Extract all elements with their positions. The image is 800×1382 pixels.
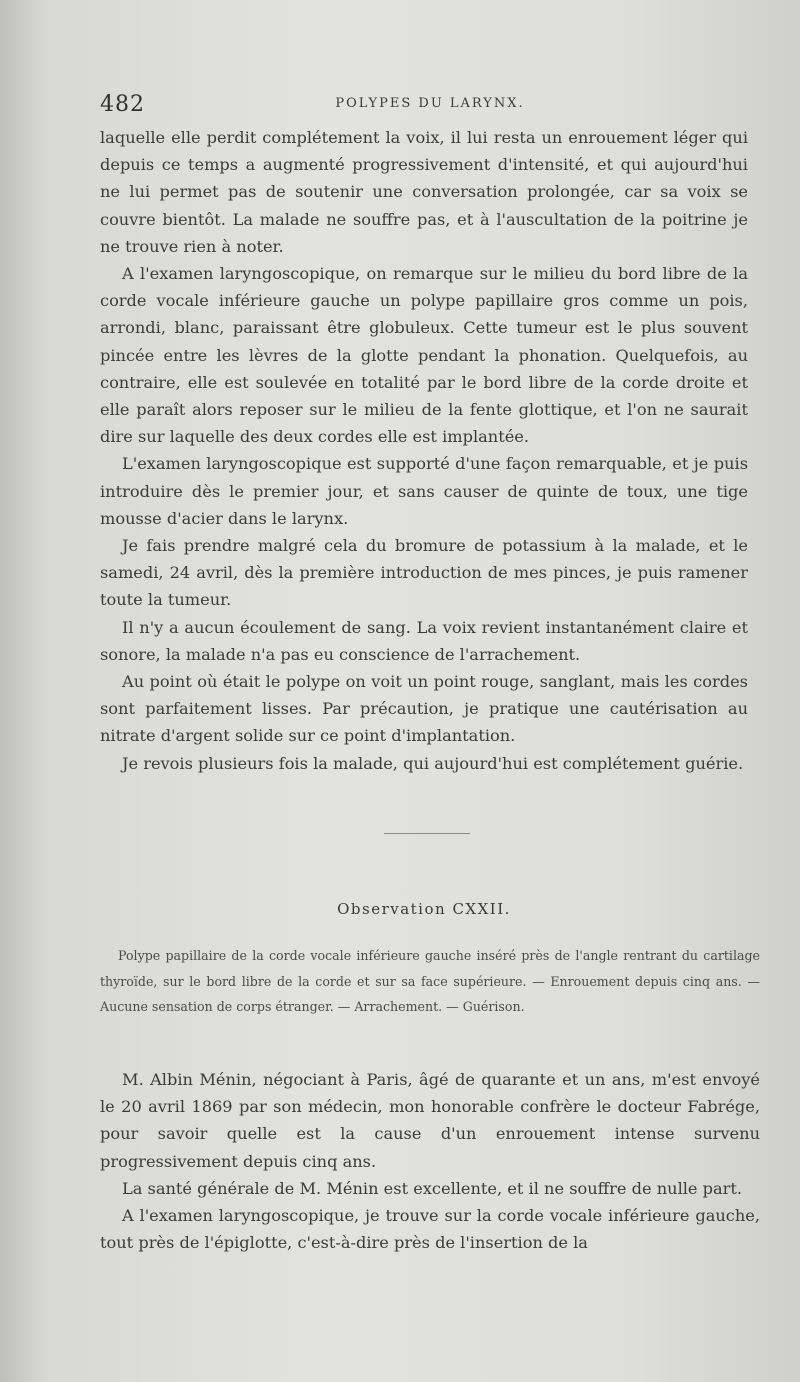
- paragraph: laquelle elle perdit complétement la voix, il lui resta un enrouement léger qui depuis ce temps a augmenté progressivement d'intensité, et qui aujourd'hui ne lui permet pas de soutenir une conversation prolongée, car sa voix se couvre bientôt. La malade ne souffre pas, et à l'auscultation de la poitrine je ne trouve rien à noter.: [100, 128, 748, 256]
- running-title: POLYPES DU LARYNX.: [335, 96, 525, 111]
- paragraph: A l'examen laryngoscopique, je trouve sur la corde vocale inférieure gauche, tout près de l'épiglotte, c'est-à-dire près de l'insertion de la: [100, 1206, 760, 1253]
- paragraph: Au point où était le polype on voit un point rouge, sanglant, mais les cordes sont parfaitement lisses. Par précaution, je pratique une cautérisation au nitrate d'argent solide sur ce point d'implantation.: [100, 672, 748, 746]
- section-divider: [384, 833, 470, 834]
- observation-summary: [100, 943, 760, 1020]
- summary-text: Polype papillaire de la corde vocale inférieure gauche inséré près de l'angle rentrant du cartilage thyroïde, sur le bord libre de la corde et sur sa face supérieure. — Enrouement depuis cinq ans. — Aucune sensation de corps étranger. — Arrachement. — Guérison.: [100, 948, 760, 1014]
- paragraph: L'examen laryngoscopique est supporté d'une façon remarquable, et je puis introduire dès le premier jour, et sans causer de quinte de toux, une tige mousse d'acier dans le larynx.: [100, 454, 748, 528]
- paragraph: Il n'y a aucun écoulement de sang. La voix revient instantanément claire et sonore, la malade n'a pas eu conscience de l'arrachement.: [100, 617, 748, 664]
- paragraph: M. Albin Ménin, négociant à Paris, âgé de quarante et un ans, m'est envoyé le 20 avril 1869 par son médecin, mon honorable confrère le docteur Fabrége, pour savoir quelle est la cause d'un enrouement intense survenu progressivement depuis cinq ans.: [100, 1070, 760, 1171]
- running-head: [100, 92, 760, 124]
- page-number: 482: [100, 92, 145, 117]
- paragraph: Je fais prendre malgré cela du bromure de potassium à la malade, et le samedi, 24 avril, dès la première introduction de mes pinces, je puis ramener toute la tumeur.: [100, 536, 748, 610]
- observation-title: Observation CXXII.: [337, 900, 511, 918]
- paragraph: La santé générale de M. Ménin est excellente, et il ne souffre de nulle part.: [122, 1178, 743, 1198]
- body-text-bottom: [100, 1066, 760, 1256]
- paragraph: Je revois plusieurs fois la malade, qui aujourd'hui est complétement guérie.: [122, 753, 744, 773]
- body-text-top: [100, 124, 748, 777]
- paragraph: A l'examen laryngoscopique, on remarque sur le milieu du bord libre de la corde vocale inférieure gauche un polype papillaire gros comme un pois, arrondi, blanc, paraissant être globuleux. Cette tumeur est le plus souvent pincée entre les lèvres de la glotte pendant la phonation. Quelquefois, au contraire, elle est soulevée en totalité par le bord libre de la corde droite et elle paraît alors reposer sur le milieu de la fente glottique, et l'on ne saurait dire sur laquelle des deux cordes elle est implantée.: [100, 264, 748, 447]
